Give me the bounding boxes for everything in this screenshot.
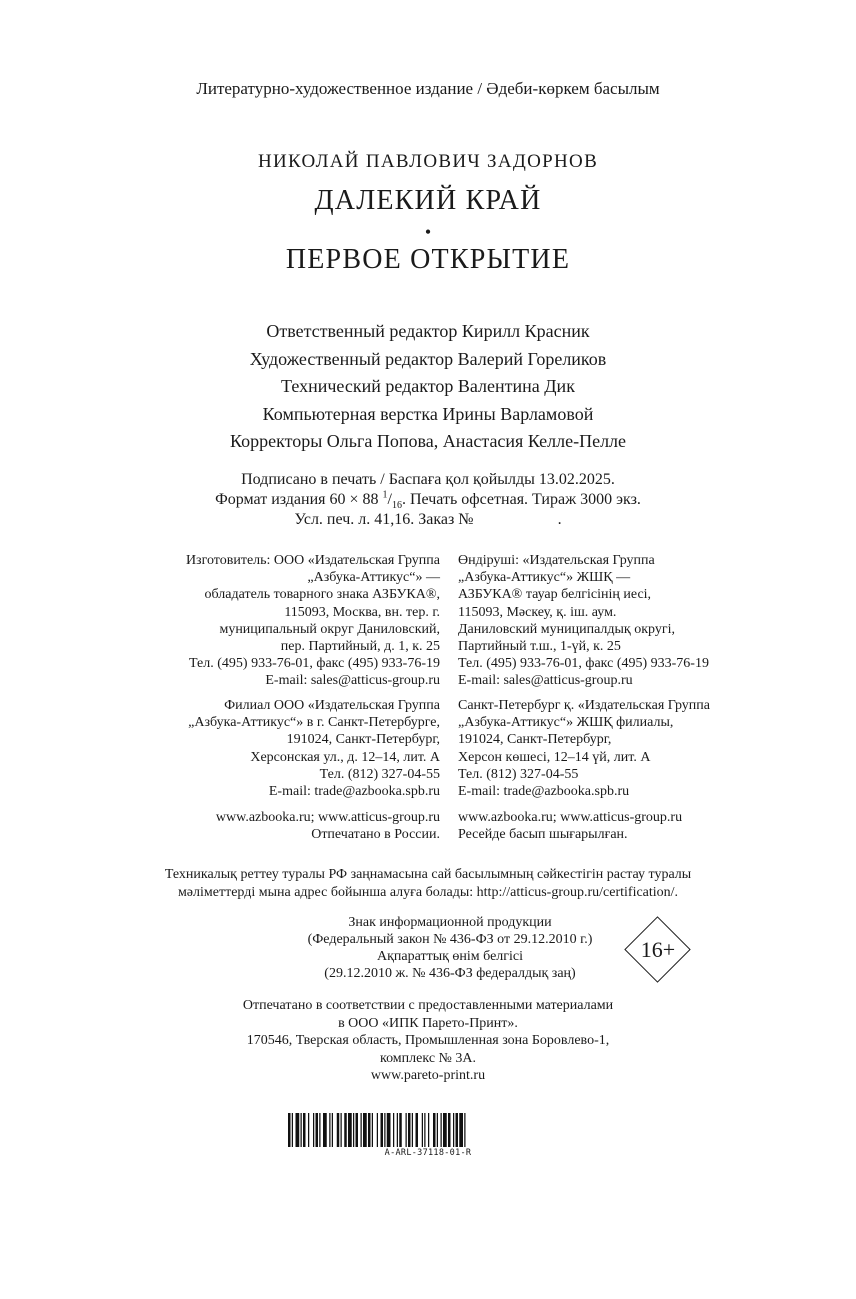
branch-ru-line: „Азбука-Аттикус“» в г. Санкт-Петербурге, bbox=[188, 715, 440, 731]
format-suffix: . Печать офсетная. Тираж 3000 экз. bbox=[401, 491, 641, 508]
sheets-end: . bbox=[557, 511, 562, 528]
manufacturer-kz-line: „Азбука-Аттикус“» ЖШҚ — bbox=[458, 570, 631, 586]
credit-line: Художественный редактор Валерий Гореликов bbox=[249, 348, 607, 369]
format-denominator: 16 bbox=[391, 500, 402, 512]
znak-line: (29.12.2010 ж. № 436-ФЗ федералдық заң) bbox=[324, 966, 576, 981]
book-subtitle: ПЕРВОЕ ОТКРЫТИЕ bbox=[285, 244, 571, 275]
manufacturer-ru-line: Изготовитель: ООО «Издательская Группа bbox=[185, 553, 440, 568]
web-ru-line: www.azbooka.ru; www.atticus-group.ru bbox=[215, 810, 440, 825]
manufacturer-kz-line: Партийный т.ш., 1-үй, к. 25 bbox=[458, 639, 621, 655]
sheets-text: Усл. печ. л. 41,16. Заказ № bbox=[294, 511, 474, 528]
printer-line: комплекс № 3А. bbox=[379, 1050, 476, 1066]
web-kz-line: www.azbooka.ru; www.atticus-group.ru bbox=[458, 810, 683, 825]
branch-kz-line: „Азбука-Аттикус“» ЖШҚ филиалы, bbox=[458, 715, 674, 731]
cert-line: Техникалық реттеу туралы РФ заңнамасына сай басылымның сәйкестігін растау туралы bbox=[164, 867, 692, 882]
branch-ru-line: Филиал ООО «Издательская Группа bbox=[224, 698, 440, 713]
branch-kz-line: Херсон көшесі, 12–14 үй, лит. А bbox=[458, 749, 651, 765]
edition-type: Литературно-художественное издание / Әдеби-көркем басылым bbox=[196, 79, 660, 98]
age-rating-label: 16+ bbox=[640, 937, 676, 962]
manufacturer-ru-line: „Азбука-Аттикус“» — bbox=[307, 570, 440, 586]
printer-line: 170546, Тверская область, Промышленная зона Боровлево-1, bbox=[246, 1033, 610, 1049]
branch-ru-line: Херсонская ул., д. 12–14, лит. А bbox=[250, 749, 440, 765]
znak-line: Ақпараттық өнім белгісі bbox=[376, 949, 524, 964]
printer-line: www.pareto-print.ru bbox=[370, 1068, 486, 1084]
manufacturer-kz-line: Өндіруші: «Издательская Группа bbox=[458, 553, 655, 568]
branch-kz-line: Тел. (812) 327-04-55 bbox=[458, 766, 579, 782]
cert-line: мәліметтерді мына адрес бойынша алуға болады: http://atticus-group.ru/certification/. bbox=[177, 884, 679, 900]
printer-info bbox=[0, 997, 856, 1085]
web-kz bbox=[458, 809, 682, 843]
manufacturer-kz-line: Даниловский муниципалдық округі, bbox=[458, 621, 675, 637]
format-prefix: Формат издания 60 × 88 bbox=[215, 491, 383, 508]
sheets-order-line bbox=[0, 510, 856, 530]
barcode-icon bbox=[288, 1113, 612, 1147]
manufacturer-kz-line: АЗБУКА® тауар белгісінің иесі, bbox=[458, 587, 652, 603]
branch-kz bbox=[458, 697, 710, 800]
manufacturer-ru-line: муниципальный округ Даниловский, bbox=[219, 621, 440, 637]
manufacturer-ru-line: пер. Партийный, д. 1, к. 25 bbox=[280, 639, 440, 655]
znak-line: (Федеральный закон № 436-ФЗ от 29.12.2010 г.) bbox=[307, 932, 593, 947]
credit-line: Технический редактор Валентина Дик bbox=[281, 376, 575, 396]
printer-line: в ООО «ИПК Парето-Принт». bbox=[338, 1015, 518, 1031]
manufacturer-kz bbox=[458, 552, 709, 690]
info-product-mark bbox=[0, 914, 856, 982]
certification-note bbox=[0, 866, 856, 901]
manufacturer-kz-line: 115093, Мәскеу, қ. іш. аум. bbox=[458, 604, 617, 620]
branch-kz-line: E-mail: trade@azbooka.spb.ru bbox=[458, 784, 630, 800]
manufacturer-ru-line: E-mail: sales@atticus-group.ru bbox=[265, 673, 440, 689]
branch-ru-line: E-mail: trade@azbooka.spb.ru bbox=[268, 784, 440, 800]
manufacturer-ru bbox=[186, 552, 440, 690]
branch-kz-line: 191024, Санкт-Петербург, bbox=[458, 732, 612, 748]
credit-line: Ответственный редактор Кирилл Красник bbox=[266, 321, 590, 341]
manufacturer-kz-line: E-mail: sales@atticus-group.ru bbox=[458, 673, 633, 689]
format-numerator: 1 bbox=[382, 489, 388, 501]
format-slash: / bbox=[387, 491, 392, 508]
web-kz-line: Ресейде басып шығарылған. bbox=[458, 827, 628, 843]
printer-line: Отпечатано в соответствии с предоставленными материалами bbox=[242, 998, 614, 1013]
manufacturer-ru-line: обладатель товарного знака АЗБУКА®, bbox=[204, 587, 440, 603]
signed-date: Подписано в печать / Баспаға қол қойылды 13.02.2025. bbox=[241, 471, 615, 488]
manufacturer-kz-line: Тел. (495) 933-76-01, факс (495) 933-76-19 bbox=[458, 656, 709, 672]
branch-ru-line: 191024, Санкт-Петербург, bbox=[286, 732, 440, 748]
credit-line: Корректоры Ольга Попова, Анастасия Келле-Пелле bbox=[229, 431, 627, 451]
author-name: НИКОЛАЙ ПАВЛОВИЧ ЗАДОРНОВ bbox=[257, 151, 599, 172]
manufacturer-ru-line: 115093, Москва, вн. тер. г. bbox=[284, 604, 440, 620]
editorial-credits bbox=[0, 318, 856, 456]
znak-line: Знак информационной продукции bbox=[348, 915, 552, 930]
branch-ru bbox=[188, 697, 440, 800]
format-line bbox=[0, 490, 856, 510]
credit-line: Компьютерная верстка Ирины Варламовой bbox=[262, 403, 594, 424]
title-separator: • bbox=[424, 222, 432, 242]
web-ru bbox=[216, 809, 440, 843]
age-rating-badge bbox=[624, 916, 692, 984]
book-title: ДАЛЕКИЙ КРАЙ bbox=[314, 185, 542, 216]
barcode-number: A-ARL-37118-01-R bbox=[384, 1148, 472, 1158]
publication-details bbox=[0, 470, 856, 530]
manufacturer-ru-line: Тел. (495) 933-76-01, факс (495) 933-76-19 bbox=[189, 656, 440, 672]
web-ru-line: Отпечатано в России. bbox=[311, 827, 440, 843]
branch-ru-line: Тел. (812) 327-04-55 bbox=[319, 766, 440, 782]
branch-kz-line: Санкт-Петербург қ. «Издательская Группа bbox=[458, 698, 710, 713]
